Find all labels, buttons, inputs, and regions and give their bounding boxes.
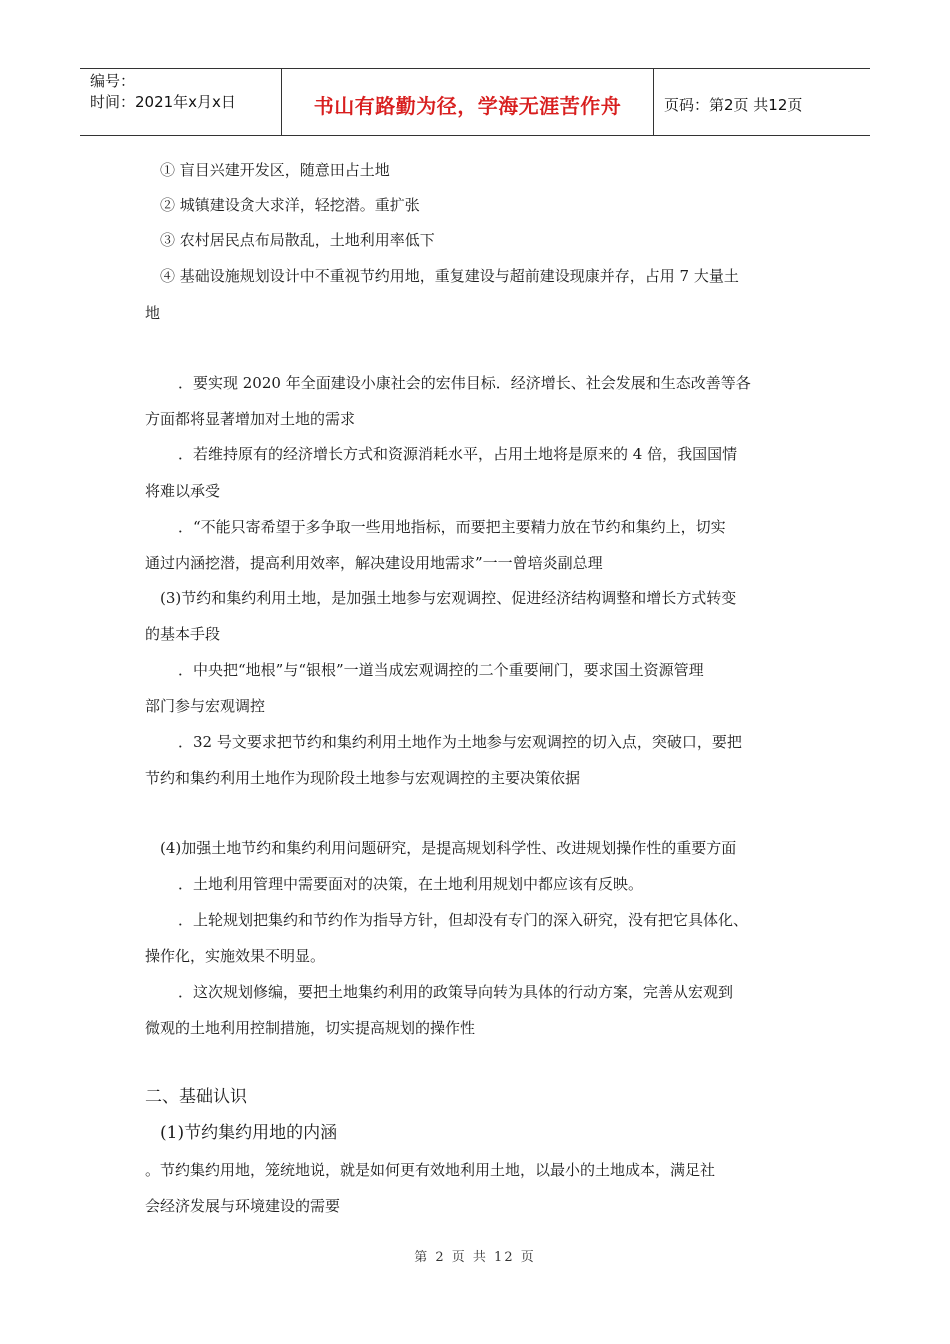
page-footer: 第 2 页 共 12 页	[414, 1250, 536, 1265]
chapter-heading: 二、基础认识	[145, 1087, 247, 1107]
paragraph-line: ．土地利用管理中需要面对的决策，在土地利用规划中都应该有反映。	[178, 875, 644, 893]
paragraph-line: 将难以承受	[145, 482, 221, 500]
list-item-2: ② 城镇建设贪大求洋，轻挖潜。重扩张	[160, 196, 420, 214]
document-time-label: 时间：2021年x月x日	[90, 93, 236, 111]
paragraph-line: 。节约集约用地，笼统地说，就是如何更有效地利用土地，以最小的土地成本，满足社	[145, 1161, 716, 1179]
header-page-info: 页码：第2页 共12页	[664, 95, 803, 114]
paragraph-line: 部门参与宏观调控	[145, 697, 266, 715]
list-item-1: ① 盲目兴建开发区，随意田占土地	[160, 161, 390, 179]
paragraph-line: 的基本手段	[145, 625, 221, 643]
paragraph-line: ．中央把“地根”与“银根”一道当成宏观调控的二个重要闸门，要求国土资源管理	[178, 661, 704, 679]
list-item-3: ③ 农村居民点布局散乱，土地利用率低下	[160, 231, 435, 249]
document-number-label: 编号：	[90, 72, 136, 90]
paragraph-line: 操作化，实施效果不明显。	[145, 947, 326, 965]
section-heading-4: (4)加强土地节约和集约利用问题研究，是提高规划科学性、改进规划操作性的重要方面	[160, 839, 737, 857]
section-heading-3: (3)节约和集约利用土地，是加强土地参与宏观调控、促进经济结构调整和增长方式转变	[160, 589, 737, 607]
header-motto: 书山有路勤为径，学海无涯苦作舟	[282, 69, 654, 135]
list-item-4: ④ 基础设施规划设计中不重视节约用地，重复建设与超前建设现康并存，占用 7 大量土	[160, 267, 739, 285]
paragraph-line: ．上轮规划把集约和节约作为指导方针，但却没有专门的深入研究，没有把它具体化、	[178, 911, 749, 929]
paragraph-line: 节约和集约利用土地作为现阶段土地参与宏观调控的主要决策依据	[145, 769, 581, 787]
paragraph-line: ．这次规划修编，要把土地集约利用的政策导向转为具体的行动方案，完善从宏观到	[178, 983, 734, 1001]
list-item-4-cont: 地	[145, 304, 161, 322]
paragraph-line: ．若维持原有的经济增长方式和资源消耗水平，占用土地将是原来的 4 倍，我国国情	[178, 445, 738, 463]
paragraph-line: 会经济发展与环境建设的需要	[145, 1197, 341, 1215]
paragraph-line: ．32 号文要求把节约和集约利用土地作为土地参与宏观调控的切入点，突破口，要把	[178, 733, 742, 751]
paragraph-line: 微观的土地利用控制措施，切实提高规划的操作性	[145, 1019, 476, 1037]
subsection-heading: (1)节约集约用地的内涵	[160, 1123, 338, 1143]
paragraph-line: ．要实现 2020 年全面建设小康社会的宏伟目标．经济增长、社会发展和生态改善等各	[178, 374, 751, 392]
paragraph-line: 方面都将显著增加对土地的需求	[145, 410, 356, 428]
paragraph-line: 通过内涵挖潜，提高利用效率，解决建设用地需求”一一曾培炎副总理	[145, 554, 603, 572]
paragraph-line: ．“不能只寄希望于多争取一些用地指标，而要把主要精力放在节约和集约上，切实	[178, 518, 726, 536]
